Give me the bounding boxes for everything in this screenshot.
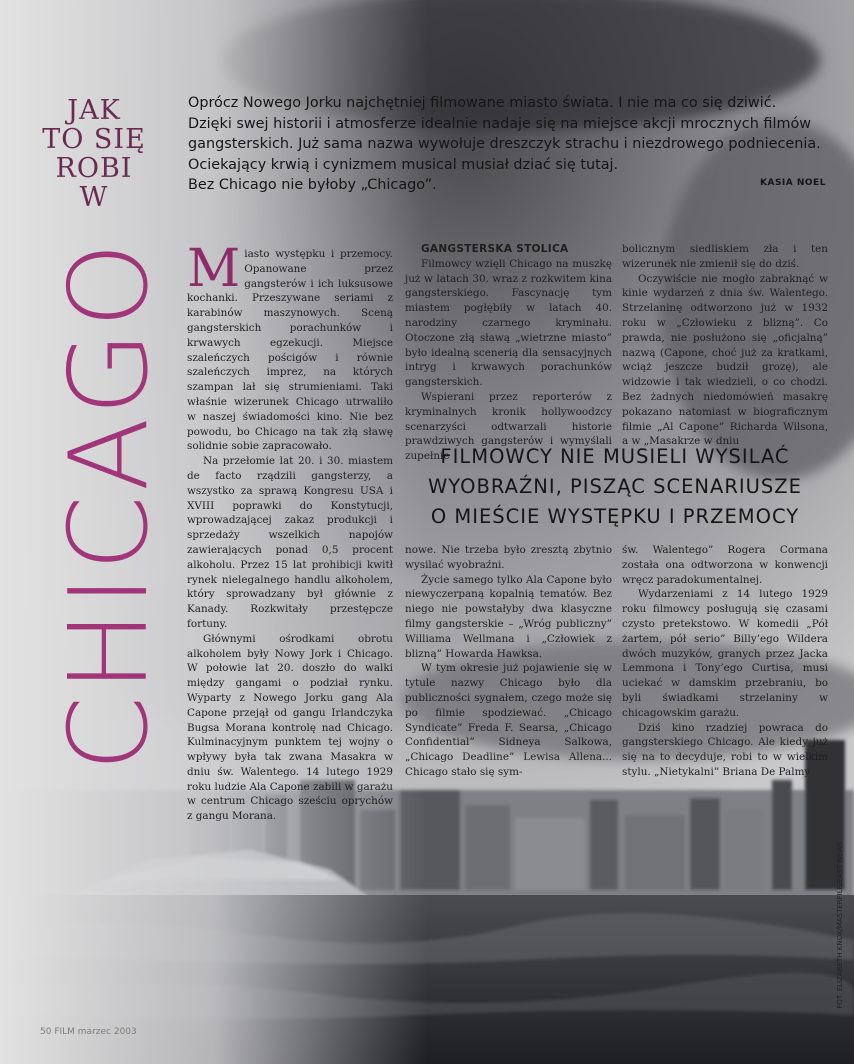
title-line-4: W	[79, 182, 109, 213]
paragraph: Na przełomie lat 20. i 30. miastem de facto rządzili gangsterzy, a wszystko za sprawą Kongresu USA i XVIII poprawki do Konstytucji, wprowadzającej zakaz produkcji i sprzedaży wszelkich napojów zawierających ponad 0,5 procent alkoholu. Przez 15 lat prohibicji kwitł rynek nielegalnego handlu alkoholem, który sprowadzany był głównie z Kanady. Rozkwitały przestępcze fortuny.	[187, 455, 393, 630]
article-column-2-bottom	[405, 543, 612, 780]
photo-credit	[834, 800, 846, 1050]
pull-quote-line: WYOBRAŹNI, PISZĄC SCENARIUSZE	[428, 475, 802, 498]
paragraph: Wydarzeniami z 14 lutego 1929 roku filmowcy posługują się czasami czysto pretekstowo. W komedii „Pół żartem, pół serio” Billy’ego Wildera dwóch muzyków, granych przez Jacka Lemmona i Tony’ego Curtisa, musi uciekać w damskim przebraniu, bo byli świadkami strzelaniny w chicagowskim garażu.	[622, 588, 828, 719]
lead-line: Dzięki swej historii i atmosferze idealnie nadaje się na miejsce akcji mrocznych filmów	[188, 115, 812, 132]
article-column-1	[187, 239, 393, 824]
paragraph: nowe. Nie trzeba było zresztą zbytnio wysilać wyobraźni.	[405, 544, 612, 571]
side-title	[38, 96, 150, 212]
vertical-title-text: CHICAGO	[47, 238, 172, 772]
vertical-title	[47, 225, 172, 785]
page-footer: 50 FILM marzec 2003	[40, 1027, 137, 1037]
author-byline: KASIA NOEL	[760, 178, 826, 188]
paragraph: Dziś kino rzadziej powraca do gangsterskiego Chicago. Ale kiedy już się na to decyduje, robi to w wielkim stylu. „Nietykalni” Briana De Palmy	[622, 721, 828, 778]
paragraph: W tym okresie już pojawienie się w tytule nazwy Chicago było dla publiczności sygnałem, czego może się po filmie spodziewać. „Chicago Syndicate” Freda F. Searsa, „Chicago Confidential” Sidneya Salkowa, „Chicago Deadline” Lewisa Allena... Chicago stało się sym-	[405, 662, 612, 778]
pull-quote-line: FILMOWCY NIE MUSIELI WYSILAĆ	[440, 445, 790, 468]
lead-line: Oprócz Nowego Jorku najchętniej filmowane miasto świata. I nie ma co się dziwić.	[188, 95, 777, 111]
title-line-3: ROBI	[55, 153, 133, 184]
pull-quote-line: O MIEŚCIE WYSTĘPKU I PRZEMOCY	[430, 505, 800, 528]
article-column-2-top	[405, 242, 612, 464]
lead-line: Bez Chicago nie byłoby „Chicago”.	[188, 177, 437, 193]
paragraph: Miasto występku i przemocy. Opanowane przez gangsterów i ich luksusowe kochanki. Przeszywane seriami z karabinów maszynowych. Sceną gangsterskich porachunków i krwawych egzekucji. Miejsce szaleńczych pościgów i równie szaleńczych imprez, na których szampan lał się strumieniami. Taki właśnie wizerunek Chicago utrwaliło w naszej świadomości kino. Nie bez powodu, bo Chicago na tak złą sławę solidnie sobie zapracowało.	[187, 239, 393, 453]
paragraph: Głównymi ośrodkami obrotu alkoholem były Nowy Jork i Chicago. W połowie lat 20. doszło do walki między gangami o podział rynku. Wyparty z Nowego Jorku gang Ala Capone przejął od gangu Irlandczyka Bugsa Morana kontrolę nad Chicago. Kulminacyjnym punktem tej wojny o wpływy była tak zwana Masakra w dniu św. Walentego. 14 lutego 1929 roku ludzie Ala Capone zabili w garażu w centrum Chicago sześciu oprychów z gangu Morana.	[187, 632, 393, 823]
title-line-1: JAK	[67, 95, 121, 126]
paragraph: Wspierani przez reporterów z kryminalnych kronik hollywoodzcy scenarzyści odtwarzali historie prawdziwych gangsterów i wymyślali zupełnie	[405, 390, 612, 463]
photo-credit-text: FOT. ELIZABETH KNOX/MASTERFILE/EAST NEWS	[836, 841, 844, 1009]
paragraph: Oczywiście nie mogło zabraknąć w kinie wydarzeń z dnia św. Walentego. Strzelaninę odtworzono już w 1932 roku w „Człowieku z blizną”. Co prawda, nie posłużono się „oficjalną” nazwą (Capone, choć już za kratkami, wciąż jeszcze budził grozę), ale widzowie i tak wiedzieli, o co chodzi. Bez żadnych niedomówień masakrę pokazano natomiast w biograficznym filmie „Al Capone” Richarda Wilsona, a w „Masakrze w dniu	[622, 272, 828, 448]
title-line-2: TO SIĘ	[42, 124, 146, 155]
drop-cap: M	[187, 239, 241, 299]
article-column-3-bottom	[622, 543, 828, 780]
section-subheading: GANGSTERSKA STOLICA	[421, 243, 569, 255]
paragraph: bolicznym siedliskiem zła i ten wizerunek nie zmienił się do dziś.	[622, 243, 828, 270]
paragraph: Filmowcy wzięli Chicago na muszkę już w latach 30. wraz z rozkwitem kina gangsterskiego. Fascynację tym miastem pogłębiły w latach 40. narodziny czarnego kryminału. Otoczone złą sławą „wietrzne miasto” było idealną scenerią dla sensacyjnych intryg i krwawych porachunków gangsterskich.	[405, 257, 612, 389]
article-column-3-top	[622, 242, 828, 449]
lead-line: gangsterskich. Już sama nazwa wywołuje dreszczyk strachu i niezdrowego podniecenia.	[188, 136, 821, 152]
pull-quote	[400, 442, 830, 532]
paragraph: Życie samego tylko Ala Capone było niewyczerpaną kopalnią tematów. Bez niego nie powstałyby dwa klasyczne filmy gangsterskie – „Wróg publiczny” Williama Wellmana i „Człowiek z blizną” Howarda Hawksa.	[405, 573, 612, 660]
lead-paragraph	[188, 93, 828, 196]
paragraph: św. Walentego” Rogera Cormana została ona odtworzona w konwencji wręcz paradokumentalnej.	[622, 544, 828, 586]
lead-line: Ociekający krwią i cynizmem musical musiał dziać się tutaj.	[188, 156, 619, 173]
